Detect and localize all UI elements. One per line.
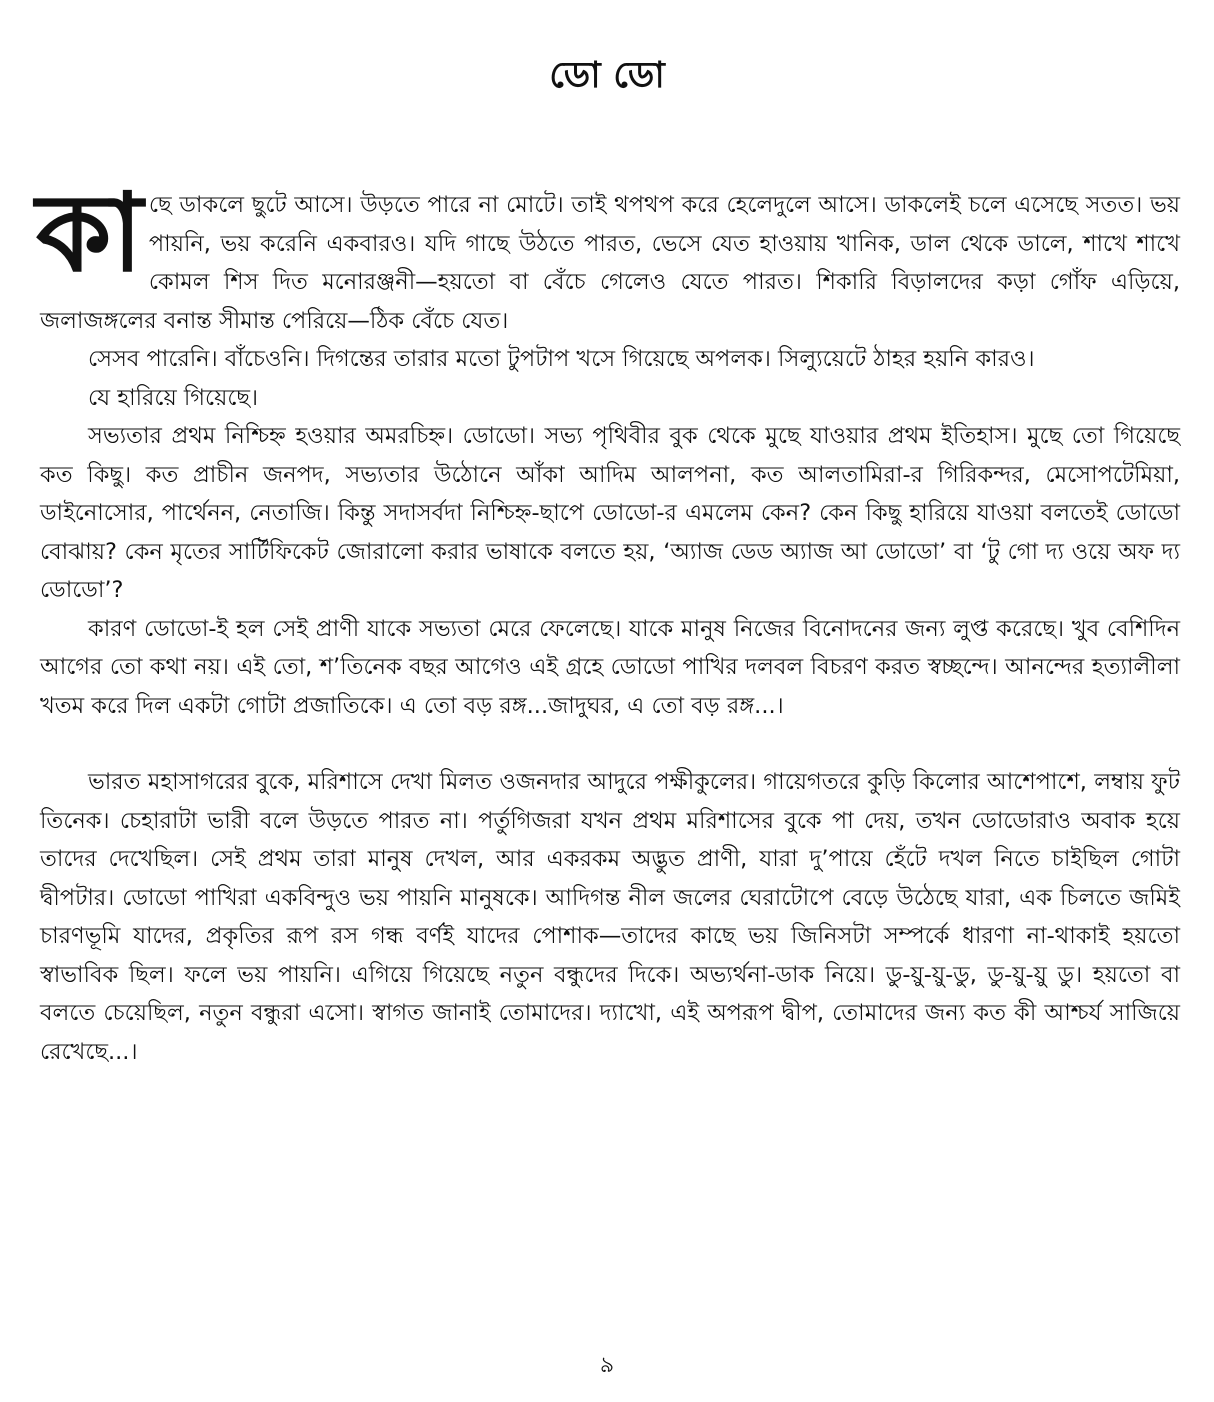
opening-paragraph	[36, 170, 1180, 340]
paragraph: সেসব পারেনি। বাঁচেওনি। দিগন্তের তারার মতো টুপটাপ খসে গিয়েছে অপলক। সিল্যুয়েটে ঠাহর হয়নি কারও।	[88, 346, 1035, 372]
paragraph: কারণ ডোডো-ই হল সেই প্রাণী যাকে সভ্যতা মেরে ফেলেছে। যাকে মানুষ নিজের বিনোদনের জন্য লুপ্ত করেছে। খুব বেশিদিন আগের তো কথা নয়। এই তো, শ’তিনেক বছর আগেও এই গ্রহে ডোডো পাখির দলবল বিচরণ করত স্বচ্ছন্দে। আনন্দের হত্যালীলা খতম করে দিল একটা গোটা প্রজাতিকে। এ তো বড় রঙ্গ...জাদুঘর, এ তো বড় রঙ্গ...।	[40, 615, 1180, 719]
page-number: ৯	[599, 1353, 615, 1378]
paragraph: সভ্যতার প্রথম নিশ্চিহ্ন হওয়ার অমরচিহ্ন। ডোডো। সভ্য পৃথিবীর বুক থেকে মুছে যাওয়ার প্রথম ইতিহাস। মুছে তো গিয়েছে কত কিছু। কত প্রাচীন জনপদ, সভ্যতার উঠোনে আঁকা আদিম আলপনা, কত আলতামিরা-র গিরিকন্দর, মেসোপটেমিয়া, ডাইনোসোর, পার্থেনন, নেতাজি। কিন্তু সদাসর্বদা নিশ্চিহ্ন-ছাপে ডোডো-র এমলেম কেন? কেন কিছু হারিয়ে যাওয়া বলতেই ডোডো বোঝায়? কেন মৃতের সার্টিফিকেট জোরালো করার ভাষাকে বলতে হয়, ‘অ্যাজ ডেড অ্যাজ আ ডোডো’ বা ‘টু গো দ্য ওয়ে অফ দ্য ডোডো’?	[40, 423, 1180, 603]
opening-paragraph-text: ছে ডাকলে ছুটে আসে। উড়তে পারে না মোটে। তাই থপথপ করে হেলেদুলে আসে। ডাকলেই চলে এসেছে সতত। ভয় পায়নি, ভয় করেনি একবারও। যদি গাছে উঠতে পারত, ভেসে যেত হাওয়ায় খানিক, ডাল থেকে ডালে, শাখে শাখে কোমল শিস দিত মনোরঞ্জনী—হয়তো বা বেঁচে গেলেও যেতে পারত। শিকারি বিড়ালদের কড়া গোঁফ এড়িয়ে, জলাজঙ্গলের বনান্ত সীমান্ত পেরিয়ে—ঠিক বেঁচে যেত।	[40, 192, 1180, 334]
section-break	[40, 725, 1180, 763]
page-title: ডো ডো	[549, 55, 665, 97]
drop-cap: কা	[36, 170, 143, 296]
paragraph: ভারত মহাসাগরের বুকে, মরিশাসে দেখা মিলত ওজনদার আদুরে পক্ষীকুলের। গায়েগতরে কুড়ি কিলোর আশেপাশে, লম্বায় ফুট তিনেক। চেহারাটা ভারী বলে উড়তে পারত না। পর্তুগিজরা যখন প্রথম মরিশাসের বুকে পা দেয়, তখন ডোডোরাও অবাক হয়ে তাদের দেখেছিল। সেই প্রথম তারা মানুষ দেখল, আর একরকম অদ্ভুত প্রাণী, যারা দু’পায়ে হেঁটে দখল নিতে চাইছিল গোটা দ্বীপটার। ডোডো পাখিরা একবিন্দুও ভয় পায়নি মানুষকে। আদিগন্ত নীল জলের ঘেরাটোপে বেড়ে উঠেছে যারা, এক চিলতে জমিই চারণভূমি যাদের, প্রকৃতির রূপ রস গন্ধ বর্ণই যাদের পোশাক—তাদের কাছে ভয় জিনিসটা সম্পর্কে ধারণা না-থাকাই হয়তো স্বাভাবিক ছিল। ফলে ভয় পায়নি। এগিয়ে গিয়েছে নতুন বন্ধুদের দিকে। অভ্যর্থনা-ডাক নিয়ে। ডু-য়ু-য়ু-ডু, ডু-য়ু-য়ু ডু। হয়তো বা বলতে চেয়েছিল, নতুন বন্ধুরা এসো। স্বাগত জানাই তোমাদের। দ্যাখো, এই অপরূপ দ্বীপ, তোমাদের জন্য কত কী আশ্চর্য সাজিয়ে রেখেছে...।	[40, 769, 1180, 1065]
paragraph: যে হারিয়ে গিয়েছে।	[88, 384, 259, 411]
chapter-body	[36, 170, 1180, 1071]
